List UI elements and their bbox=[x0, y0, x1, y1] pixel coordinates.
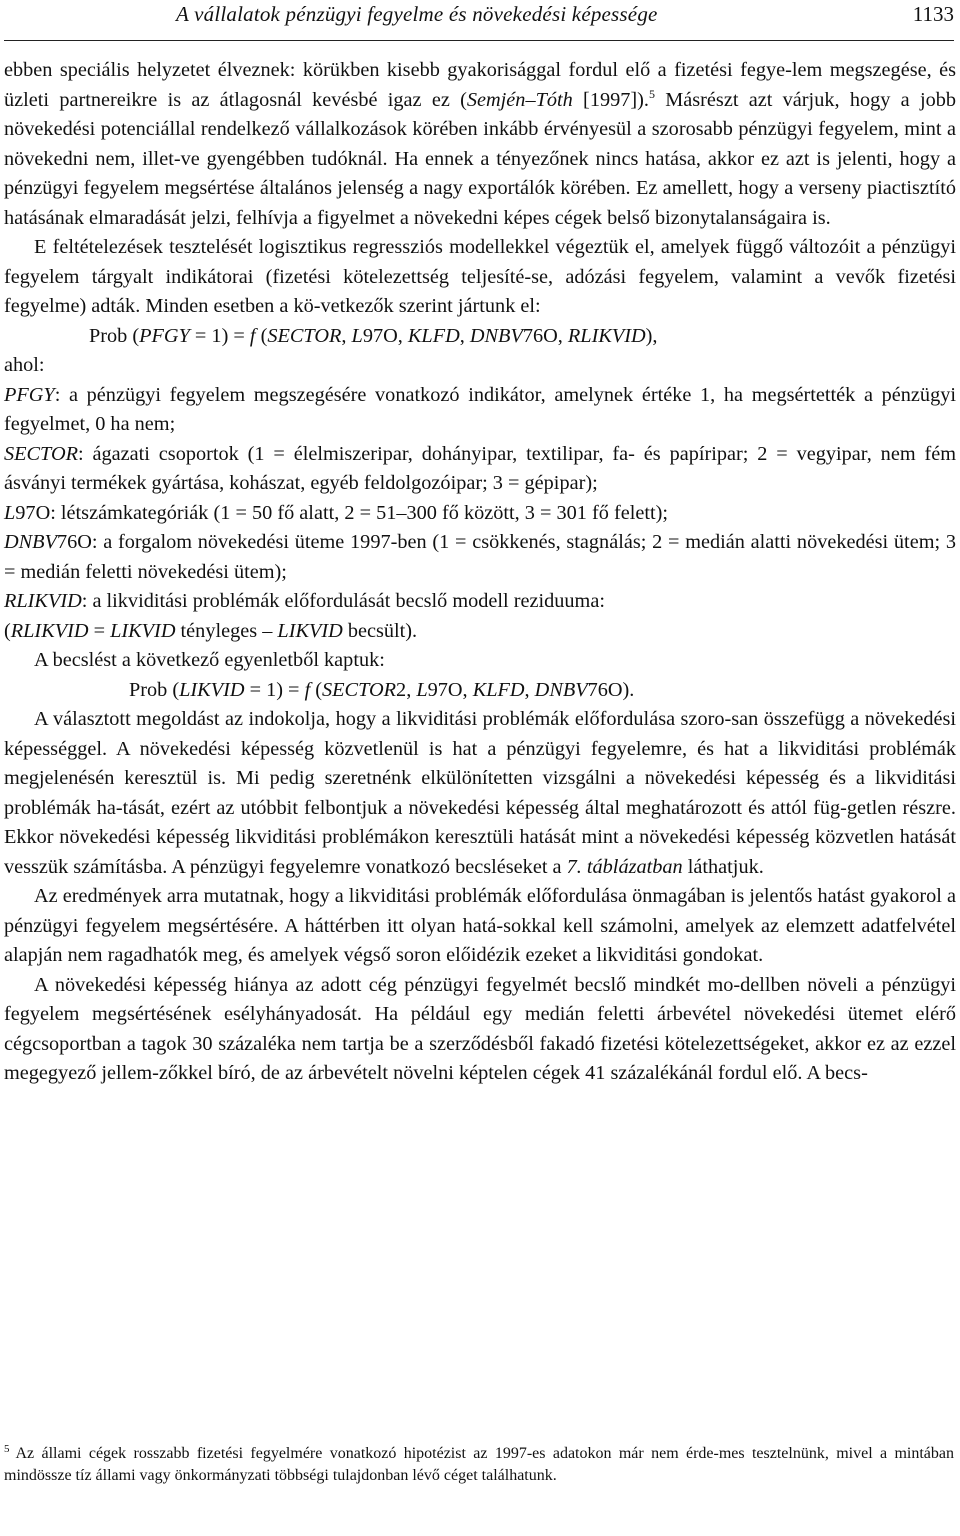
eq1-f: SECTOR bbox=[267, 324, 342, 347]
eq1-o: ), bbox=[645, 324, 658, 347]
table-reference[interactable]: 7. táblázatban bbox=[566, 855, 683, 878]
running-header bbox=[4, 0, 954, 41]
def-text: : ágazati csoportok (1 = élelmiszeripar, dohányipar, textilipar, fa- és papíripar; 2 = vegyipar, nem fém ásványi termékek gyártása, kohászat, egyéb feldolgozóipar; 3 = gépipar); bbox=[4, 442, 956, 494]
dl-b: RLIKVID bbox=[10, 619, 89, 642]
eq1-l: DNBV bbox=[469, 324, 523, 347]
eq1-i: 97O, bbox=[362, 324, 408, 347]
dl-a: ( bbox=[4, 619, 11, 642]
definition-rlikvid bbox=[4, 587, 956, 617]
eq2-c: = 1) = bbox=[244, 678, 305, 701]
eq1-g: , bbox=[341, 324, 352, 347]
paragraph-5: Az eredmények arra mutatnak, hogy a likviditási problémák előfordulása önmagában is jelentős hatást gyakorol a pénzügyi fegyelem megsértésére. A háttérben itt olyan hatá-sokkal kell számolni, amelyek az elemzett adatfelvétel alapján nem ragadhatók meg, és amelyek végső soron előidézik ezeket a likviditási gondokat. bbox=[4, 885, 956, 966]
definition-sector bbox=[4, 440, 956, 499]
footnote-number: 5 bbox=[4, 1443, 10, 1455]
p4-text-a: A választott megoldást az indokolja, hogy a likviditási problémák előfordulása szoro-san összefügg a növekedési képességgel. A növekedési képesség közvetlenül is hat a pénzügyi fegyelemre, és hat a likviditási problémák megjelenésén keresztül is. Mi pedig szeretnénk elkülönítetten vizsgálni a növekedési képesség és a likviditási problémák ha-tását, ezért az utóbbit felbontjuk a növekedési képesség által meghatározott és attól füg-getlen részre. Ekkor növekedési képesség likviditási problémákon keresztüli hatását mint a növekedési képesség közvetlen hatását vesszük számításba. A pénzügyi fegyelemre vonatkozó becsléseket a bbox=[4, 708, 956, 878]
eq1-c: = 1) = bbox=[189, 324, 250, 347]
eq2-j: KLFD bbox=[472, 678, 525, 701]
dl-f: LIKVID bbox=[277, 619, 343, 642]
eq2-d: f bbox=[304, 678, 311, 701]
eq1-m: 76O, bbox=[522, 324, 568, 347]
eq2-a: Prob ( bbox=[129, 678, 180, 701]
eq2-i: 97O, bbox=[427, 678, 473, 701]
paragraph-3: A becslést a következő egyenletből kaptuk: bbox=[34, 649, 385, 671]
eq2-b: LIKVID bbox=[179, 678, 245, 701]
dl-e: tényleges – bbox=[175, 619, 278, 642]
eq1-e: ( bbox=[255, 324, 268, 347]
eq1-h: L bbox=[351, 324, 363, 347]
paragraph-6: A növekedési képesség hiánya az adott cég pénzügyi fegyelmét becslő mindkét mo-dellben növeli a pénzügyi fegyelem megsértésének esélyhányadosát. Ha például egy medián feletti árbevétel növekedési ütemet elérő cégcsoportban a tagok 30 százaléka nem tartja be a szerződésből fakadó fizetési kötelezettségeket, akkor ez az ezzel megegyező jellem-zőkkel bíró, de az árbevételt növelni képtelen cégek 41 százalékánál fordul elő. A becs- bbox=[4, 973, 956, 1084]
eq1-n: RLIKVID bbox=[567, 324, 646, 347]
definition-dnbv76o bbox=[4, 528, 956, 587]
eq2-e: ( bbox=[310, 678, 323, 701]
footnote-text: Az állami cégek rosszabb fizetési fegyelmére vonatkozó hipotézist az 1997-es adatokon már nem érde-mes tesztelnünk, mivel a mintában mindössze tíz állami vagy önkormányzati többségi tulajdonban lévő céget találhatunk. bbox=[4, 1445, 954, 1484]
equation-2 bbox=[4, 676, 956, 706]
footnote-ref[interactable]: 5 bbox=[648, 86, 655, 101]
eq1-j: KLFD bbox=[407, 324, 460, 347]
def-text: 76O: a forgalom növekedési üteme 1997-ben (1 = csökkenés, stagnálás; 2 = medián alatti növekedési ütem; 3 = medián feletti növekedési ütem); bbox=[4, 531, 956, 583]
eq1-b: PFGY bbox=[139, 324, 190, 347]
eq1-d: f bbox=[249, 324, 256, 347]
page-number: 1133 bbox=[912, 2, 954, 26]
footnote bbox=[4, 1438, 954, 1487]
definition-l97o bbox=[4, 499, 956, 529]
eq2-k: , bbox=[524, 678, 535, 701]
definition-pfgy bbox=[4, 381, 956, 440]
eq2-m: 76O). bbox=[587, 678, 635, 701]
paragraph-1 bbox=[4, 56, 956, 233]
running-title: A vállalatok pénzügyi fegyelme és növekedési képessége bbox=[176, 2, 658, 26]
def-term: SECTOR bbox=[4, 442, 79, 465]
def-text: 97O: létszámkategóriák (1 = 50 fő alatt, 2 = 51–300 fő között, 3 = 301 fő felett); bbox=[15, 501, 669, 524]
eq1-k: , bbox=[459, 324, 470, 347]
eq2-g: 2, bbox=[396, 678, 417, 701]
p1-text-c: Másrészt azt várjuk, hogy a jobb növekedési potenciállal rendelkező vállalkozások körében inkább érvényesül a szorosabb pénzügyi fegyelem, mint a növekedni nem, illet-ve gyengébben tudóknál. Ha ennek a tényezőnek nincs hatása, akkor ez azt is jelenti, hogy a pénzügyi fegyelem megsértése általános jelenség a nagy exportálók körében. Ez amellett, hogy a verseny piactisztító hatásának elmaradását jelzi, felhívja a figyelmet a növekedni képes cégek belső bizonytalanságaira is. bbox=[4, 88, 957, 229]
def-term: PFGY bbox=[4, 383, 55, 406]
paragraph-4 bbox=[4, 705, 956, 882]
def-term: L bbox=[4, 501, 16, 524]
def-text: : a pénzügyi fegyelem megszegésére vonatkozó indikátor, amelynek értéke 1, ha megsértették a pénzügyi fegyelmet, 0 ha nem; bbox=[4, 383, 956, 435]
eq2-f: SECTOR bbox=[322, 678, 397, 701]
dl-d: LIKVID bbox=[110, 619, 176, 642]
equation-1 bbox=[4, 322, 956, 352]
def-term: RLIKVID bbox=[4, 590, 82, 612]
p1-text-a: ebben speciális helyzetet élveznek: körükben kisebb gyakorisággal fordul elő a fizetési fegye-lem megszegése, és üzleti partnereikre is az átlagosnál kevésbé igaz ez ( bbox=[4, 59, 956, 111]
def-text: : a likviditási problémák előfordulását becslő modell reziduuma: bbox=[81, 590, 605, 612]
dl-g: becsült). bbox=[342, 619, 418, 642]
eq2-h: L bbox=[416, 678, 428, 701]
citation: Semjén–Tóth bbox=[466, 88, 573, 111]
eq2-l: DNBV bbox=[534, 678, 588, 701]
p1-text-b: [1997]). bbox=[572, 88, 649, 111]
p4-text-c: láthatjuk. bbox=[682, 855, 764, 878]
definition-rlikvid-formula bbox=[4, 617, 956, 647]
dl-c: = bbox=[88, 619, 111, 642]
eq1-a: Prob ( bbox=[89, 324, 140, 347]
body-text bbox=[4, 56, 956, 1089]
def-term: DNBV bbox=[4, 531, 57, 553]
ahol-label: ahol: bbox=[4, 354, 45, 376]
paragraph-2: E feltételezések tesztelését logisztikus regressziós modellekkel végeztük el, amelyek függő változóit a pénzügyi fegyelem tárgyalt indikátorai (fizetési kötelezettség teljesíté-se, adózási fegyelem, valamint a vevők fizetési fegyelme) adták. Minden esetben a kö-vetkezők szerint jártunk el: bbox=[4, 236, 956, 317]
